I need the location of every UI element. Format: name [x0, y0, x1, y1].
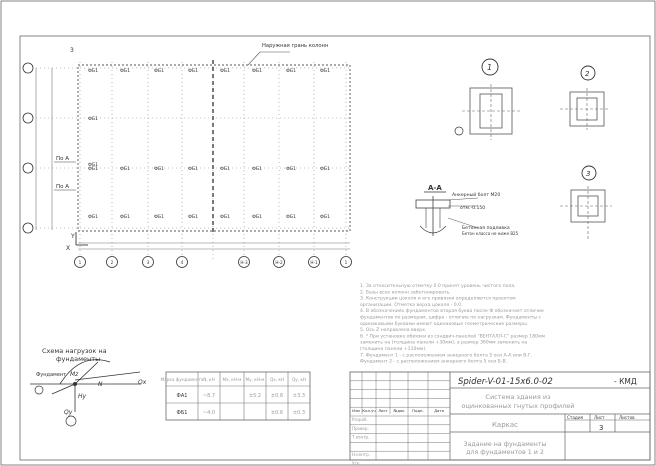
- load-table-header: Qx, кН: [269, 377, 285, 382]
- axis-bubble-label: 1: [78, 260, 82, 265]
- section-note-concrete: Бетон класса не ниже В25: [462, 231, 519, 236]
- svg-text:1: 1: [487, 63, 493, 72]
- foundation-mark: ФБ1: [286, 167, 297, 172]
- foundation-mark: ФБ1: [88, 69, 99, 74]
- title-block-role: Разраб.: [352, 417, 368, 422]
- note-line: 6. * При установке обвязки из сэндвич-панелей "ВЕНТАЛЛ-С" размер 180мм: [360, 334, 546, 340]
- load-table-cell: ФБ1: [176, 410, 188, 416]
- title-block-role: Т.контр.: [352, 434, 370, 440]
- section-note-grout: Бетонная подливка: [462, 226, 510, 231]
- title-block-col-header: Кол.уч: [362, 408, 376, 413]
- note-line: 7. Фундамент 1 - с расположением анкерного болта 5 оси А-А или В-Г.: [360, 353, 533, 359]
- load-table-header: My, кН·м: [245, 377, 265, 382]
- scheme-title-1: Схема нагрузок на: [42, 347, 107, 355]
- foundation-mark: ФБ1: [154, 167, 165, 172]
- section-ref-2: По А: [56, 184, 70, 190]
- scheme-label-n: N: [98, 381, 103, 388]
- axis-bubble-label: 1: [344, 260, 348, 265]
- foundation-mark: ФБ1: [220, 69, 231, 74]
- axis-bubble-row: [23, 223, 33, 233]
- foundation-mark: ФБ1: [320, 69, 331, 74]
- load-table-header: Mx, кН·м: [222, 377, 242, 382]
- scheme-title-2: фундаменты: [56, 355, 101, 363]
- title-block-col-header: Дата: [434, 408, 444, 413]
- foundation-mark: ФБ1: [286, 215, 297, 220]
- axis-bubble-label: 3: [146, 260, 150, 265]
- load-table-header: Марка фундамента: [160, 377, 204, 382]
- note-line: Фундамент 2 - с расположением анкерного болта 5 оси Б-В.: [360, 359, 508, 365]
- section-note-level: отм.-0.150: [460, 206, 486, 211]
- stage-header: Стадия: [567, 415, 584, 420]
- foundation-mark: ФБ1: [188, 167, 199, 172]
- title-block-col-header: Изм: [352, 408, 360, 413]
- foundation-mark: ФБ1: [154, 215, 165, 220]
- axis-bubble-label: 4: [180, 260, 184, 265]
- svg-text:3: 3: [586, 170, 591, 178]
- drawing-title-2: для фундаментов 1 и 2: [466, 449, 544, 456]
- section-ref-1: По А: [56, 156, 70, 162]
- foundation-mark: ФБ1: [286, 69, 297, 74]
- scheme-label-mz: Mz: [70, 371, 79, 378]
- foundation-mark: ФБ1: [120, 69, 131, 74]
- foundation-mark: ФБ1: [252, 215, 263, 220]
- load-table-header: Qy, кН: [291, 377, 307, 382]
- note-line: 3. Конструкции цоколя и его привязки определяются проектом: [360, 296, 516, 302]
- note-line: 2. Базы всех колонн забетонировать.: [360, 290, 451, 296]
- axis-bubble-row: [23, 63, 33, 73]
- object-name: Каркас: [491, 421, 519, 429]
- foundation-mark: ФБ1: [188, 69, 199, 74]
- section-note-bolt: Анкерный болт М20: [452, 193, 501, 198]
- note-line: (толщина панели +110мм).: [360, 347, 427, 352]
- axis-bubble-label: H-2: [275, 260, 283, 265]
- load-table-cell: ±0.3: [292, 410, 306, 416]
- foundation-mark: ФБ1: [120, 167, 131, 172]
- note-line: 4. В обозначениях фундаментов вторая буква после Ф обозначает отличие: [360, 309, 544, 315]
- axis-bubble-label: H-1: [310, 260, 318, 265]
- drawing-title-1: Задание на фундаменты: [463, 441, 547, 448]
- foundation-mark: ФБ1: [252, 69, 263, 74]
- load-table-cell: ~4.0: [202, 410, 216, 416]
- foundation-mark: ФБ1: [220, 167, 231, 172]
- load-table-cell: ±3.3: [292, 393, 306, 399]
- section-title: А-А: [428, 184, 442, 192]
- load-table-cell: ±5.2: [248, 393, 262, 399]
- project-line-2: оцинкованных гнутых профилей: [461, 402, 575, 410]
- foundation-mark: ФБ1: [252, 167, 263, 172]
- drawing-code-suffix: - КМД: [614, 377, 637, 386]
- axis-bubble-label: 2: [110, 260, 114, 265]
- callout-outer-edge: Наружная грань колонн: [262, 43, 329, 49]
- foundation-mark-side: ФБ1: [88, 117, 99, 122]
- axis-bubble-row: [23, 113, 33, 123]
- foundation-mark: ФБ1: [320, 167, 331, 172]
- project-line-1: Система здания из: [485, 393, 551, 401]
- axis-bubble-row: [23, 163, 33, 173]
- scheme-label-qy: Qy: [64, 409, 73, 416]
- sheet-number: 3: [599, 424, 604, 432]
- foundation-mark: ФБ1: [188, 215, 199, 220]
- title-block-role: Утв.: [352, 461, 361, 466]
- load-table-cell: ±0.6: [270, 410, 284, 416]
- scheme-label-qx: Qx: [138, 379, 147, 386]
- foundation-mark: ФБ1: [88, 167, 99, 172]
- foundation-mark-side: ФБ1: [88, 163, 99, 168]
- scheme-label-base: Фундамент: [36, 372, 67, 378]
- foundation-mark: ФБ1: [320, 215, 331, 220]
- note-line: 5. Ось Z направлена вверх.: [360, 328, 427, 334]
- plan-corner-label: 3: [70, 47, 74, 54]
- axis-x-label: X: [66, 245, 71, 252]
- note-line: организации. Отметка верха цоколя - 0.0.: [360, 302, 463, 308]
- title-block-col-header: №док: [393, 408, 405, 413]
- title-block-role: Н.контр.: [352, 452, 370, 458]
- foundation-mark: ФБ1: [88, 215, 99, 220]
- foundation-mark: ФБ1: [154, 69, 165, 74]
- note-line: 1. За относительную отметку 0.0 принят уровень чистого пола.: [360, 284, 516, 289]
- sheet-header: Лист: [594, 415, 605, 420]
- drawing-code: Spider-V-01-15х6.0-02: [458, 377, 553, 387]
- note-line: фундаментов по размерам, цифра - отличие по нагрузкам. Фундаменты с: [360, 315, 542, 321]
- axis-bubble-label: H-3: [240, 260, 248, 265]
- title-block-col-header: Подп.: [412, 408, 424, 413]
- load-table-cell: ~8.7: [202, 393, 216, 399]
- sheets-header: Листов: [619, 415, 635, 420]
- title-block-col-header: Лист: [378, 408, 388, 413]
- title-block-role: Провер.: [352, 425, 369, 431]
- foundation-mark: ФБ1: [220, 215, 231, 220]
- note-line: заменить на (толщина панели +30мм), а размер 360мм заменить на: [360, 340, 528, 346]
- load-table-cell: ФА1: [176, 393, 188, 399]
- axis-y-label: Y: [71, 233, 75, 240]
- note-line: одинаковыми буквами имеют одинаковые геометрические размеры.: [360, 321, 529, 327]
- load-table-header: N, кН: [203, 377, 215, 382]
- load-table-cell: ±0.8: [270, 393, 284, 399]
- scheme-label-hy: Hy: [78, 393, 87, 400]
- foundation-mark: ФБ1: [120, 215, 131, 220]
- svg-text:2: 2: [585, 70, 590, 78]
